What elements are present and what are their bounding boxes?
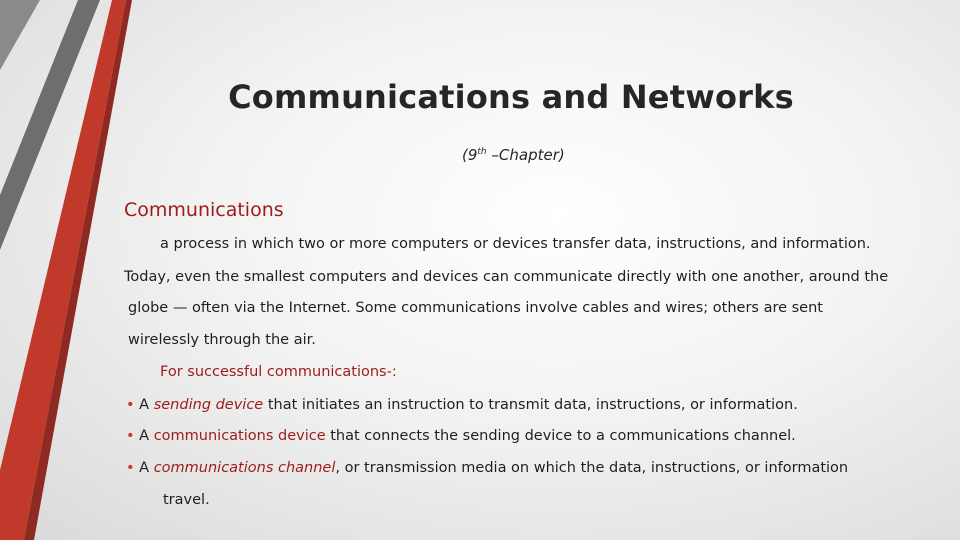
- subtitle-suffix: –Chapter): [486, 146, 565, 164]
- list-item-continuation: travel.: [163, 492, 210, 508]
- subtitle-superscript: th: [477, 147, 487, 157]
- list-item-prefix: A: [134, 460, 154, 476]
- list-item-prefix: A: [134, 397, 154, 413]
- slide-subtitle: [462, 146, 565, 164]
- paragraph-line-2: globe — often via the Internet. Some communications involve cables and wires; others are sent: [128, 300, 823, 316]
- section-heading: Communications: [124, 199, 284, 221]
- list-item: [126, 397, 798, 413]
- list-item-text: that initiates an instruction to transmit data, instructions, or information.: [263, 397, 798, 413]
- term-sending-device: sending device: [153, 397, 264, 413]
- list-item-text: that connects the sending device to a communications channel.: [325, 428, 796, 444]
- list-item: [126, 428, 796, 444]
- bullet-mark: •: [126, 428, 135, 444]
- bullet-mark: •: [126, 460, 135, 476]
- term-communications-device: communications device: [153, 428, 326, 444]
- list-item-prefix: A: [134, 428, 154, 444]
- list-heading: For successful communications-:: [160, 364, 397, 380]
- bullet-mark: •: [126, 397, 135, 413]
- paragraph-line-3: wirelessly through the air.: [128, 332, 316, 348]
- paragraph-line-1: Today, even the smallest computers and devices can communicate directly with one another, around the: [124, 269, 889, 285]
- list-item: [126, 460, 848, 476]
- subtitle-prefix: (9: [462, 146, 478, 164]
- list-item-text: , or transmission media on which the data, instructions, or information: [335, 460, 849, 476]
- slide-title: Communications and Networks: [228, 78, 794, 116]
- definition-text: a process in which two or more computers or devices transfer data, instructions, and information.: [160, 236, 871, 252]
- gray-stripe-outer: [0, 0, 40, 70]
- term-communications-channel: communications channel: [153, 460, 336, 476]
